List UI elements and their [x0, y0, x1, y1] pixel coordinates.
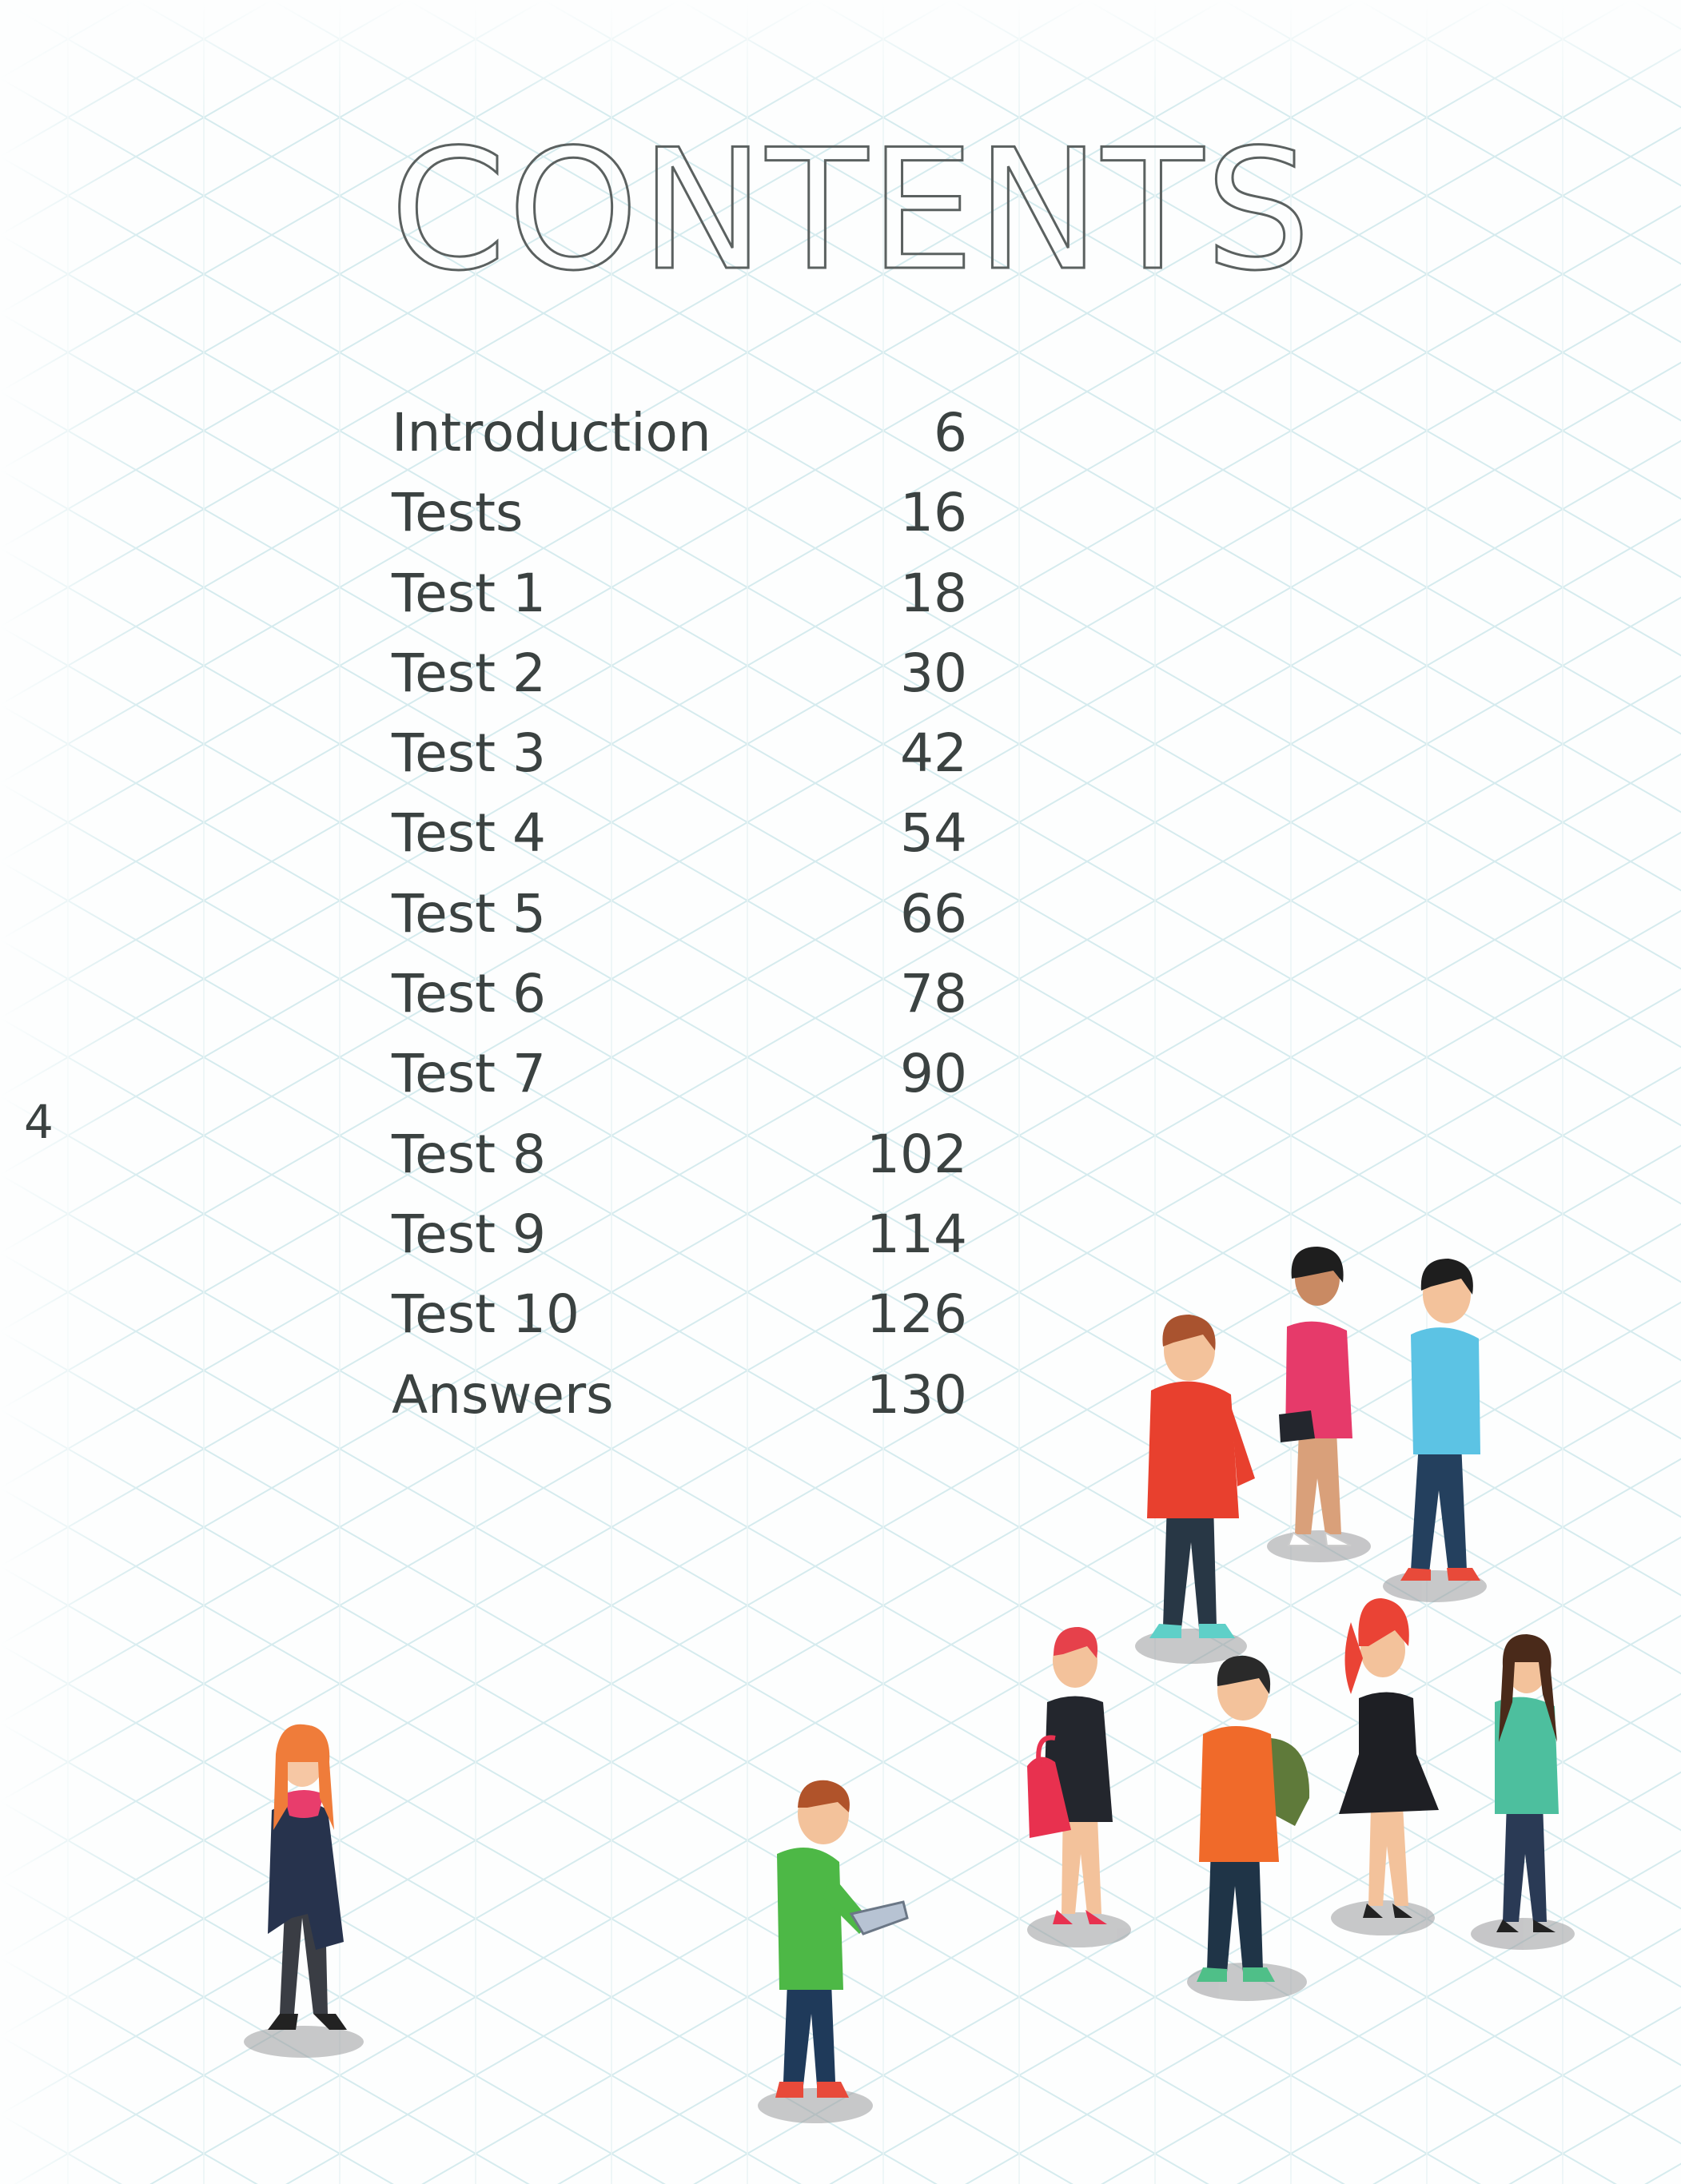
toc-entry-page-number: 54	[900, 802, 967, 865]
toc-entry-label: Introduction	[392, 402, 711, 463]
toc-entry-page-number: 90	[900, 1043, 967, 1105]
toc-entry-label: Test 2	[392, 642, 546, 704]
person-woman-red-bag	[1027, 1627, 1113, 1924]
toc-entry-label: Tests	[392, 482, 524, 544]
toc-entry-label: Test 4	[392, 802, 546, 865]
page-number: 4	[24, 1095, 54, 1149]
toc-entry-page-number: 102	[866, 1123, 967, 1185]
toc-entry-label: Test 9	[392, 1203, 546, 1265]
toc-entry-page-number: 6	[934, 402, 967, 463]
page-title: CONTENTS	[390, 114, 1313, 308]
toc-entry-page-number: 66	[900, 882, 967, 945]
person-man-green-tablet	[775, 1780, 907, 2098]
toc-entry-label: Test 8	[392, 1123, 546, 1185]
person-man-red-hoodie	[1147, 1315, 1255, 1638]
toc-entry-page-number: 114	[866, 1203, 967, 1265]
toc-entry-label: Test 7	[392, 1043, 546, 1105]
toc-entry-label: Test 6	[392, 963, 546, 1025]
person-woman-pink-top	[1279, 1247, 1352, 1546]
toc-entry-label: Test 5	[392, 882, 546, 945]
toc-entry-label: Test 1	[392, 562, 546, 624]
toc-entry-page-number: 126	[866, 1283, 967, 1346]
toc-entry-page-number: 130	[866, 1363, 967, 1426]
toc-entry-label: Test 3	[392, 722, 546, 785]
toc-entry-page-number: 78	[900, 963, 967, 1025]
toc-entry-page-number: 16	[900, 482, 967, 544]
person-man-blue-shirt	[1400, 1259, 1480, 1581]
toc-entry-label: Answers	[392, 1363, 614, 1426]
person-woman-dark-coat	[268, 1725, 347, 2030]
toc-entry-label: Test 10	[392, 1283, 580, 1346]
toc-entry-page-number: 30	[900, 642, 967, 704]
toc-entry-page-number: 42	[900, 722, 967, 785]
toc-entry-page-number: 18	[900, 562, 967, 624]
person-woman-teal-top	[1495, 1634, 1559, 1932]
person-woman-black-dress	[1339, 1598, 1439, 1918]
person-man-orange-backpack	[1197, 1656, 1309, 1982]
